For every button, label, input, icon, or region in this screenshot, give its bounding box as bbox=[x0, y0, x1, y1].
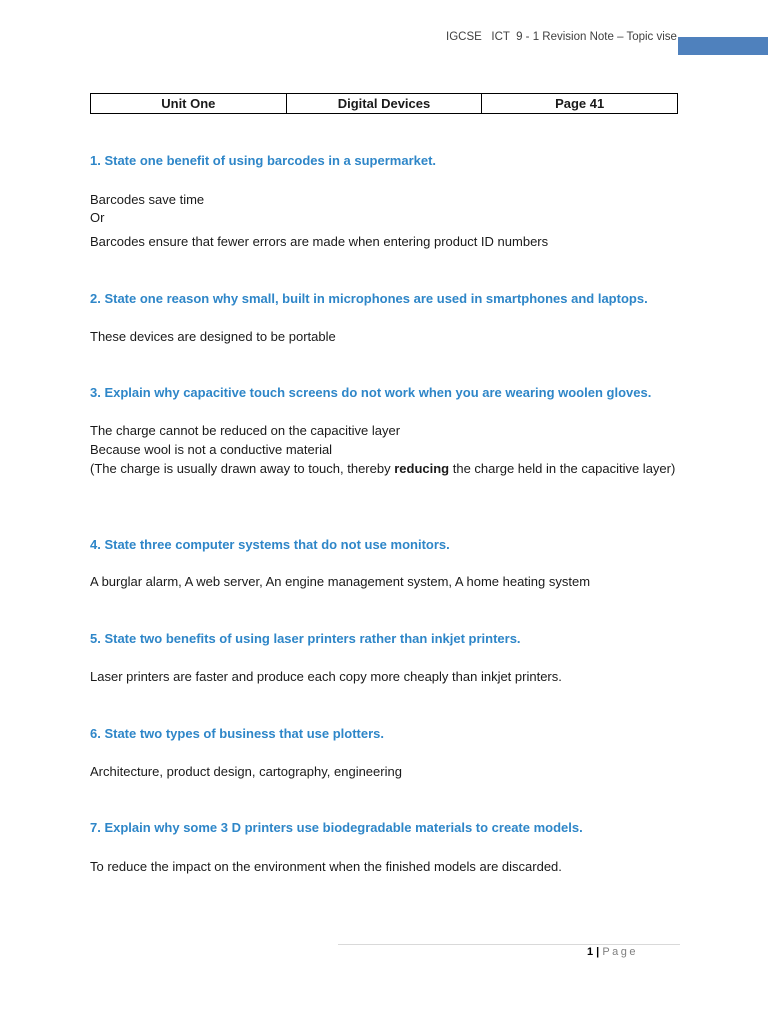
answer-5-line-1: Laser printers are faster and produce each copy more cheaply than inkjet printers. bbox=[90, 669, 562, 684]
answer-6-line-1: Architecture, product design, cartography, engineering bbox=[90, 764, 402, 779]
answer-3-line-3 bbox=[90, 459, 680, 478]
question-2: 2. State one reason why small, built in microphones are used in smartphones and laptops. bbox=[90, 291, 648, 306]
question-4: 4. State three computer systems that do not use monitors. bbox=[90, 537, 450, 552]
answer-1-line-3: Barcodes ensure that fewer errors are made when entering product ID numbers bbox=[90, 234, 549, 249]
answer-3-text-after: the charge held in the capacitive layer) bbox=[449, 461, 676, 476]
header-title: IGCSE ICT 9 - 1 Revision Note – Topic vise bbox=[446, 31, 677, 43]
question-1: 1. State one benefit of using barcodes in a supermarket. bbox=[90, 153, 437, 168]
page-footer bbox=[587, 946, 638, 958]
answer-2-line-1: These devices are designed to be portable bbox=[90, 329, 336, 344]
unit-info-row bbox=[91, 94, 678, 114]
unit-cell: Unit One bbox=[91, 94, 287, 114]
unit-info-table bbox=[90, 93, 678, 114]
answer-3-line-1: The charge cannot be reduced on the capacitive layer bbox=[90, 423, 401, 438]
answer-7-line-1: To reduce the impact on the environment when the finished models are discarded. bbox=[90, 859, 562, 874]
topic-cell: Digital Devices bbox=[286, 94, 482, 114]
footer-separator: | bbox=[593, 946, 603, 958]
question-3: 3. Explain why capacitive touch screens do not work when you are wearing woolen gloves. bbox=[90, 385, 652, 400]
header-accent-bar bbox=[678, 37, 768, 55]
page-ref-cell: Page 41 bbox=[482, 94, 678, 114]
answer-3-text-before: (The charge is usually drawn away to touch, thereby bbox=[90, 461, 395, 476]
question-6: 6. State two types of business that use plotters. bbox=[90, 726, 385, 741]
answer-4-line-1: A burglar alarm, A web server, An engine management system, A home heating system bbox=[90, 574, 591, 589]
answer-3-bold-word: reducing bbox=[394, 461, 450, 476]
answer-1-line-1: Barcodes save time bbox=[90, 192, 205, 207]
question-5: 5. State two benefits of using laser printers rather than inkjet printers. bbox=[90, 631, 521, 646]
page-label: Page bbox=[602, 946, 639, 958]
answer-3-line-2: Because wool is not a conductive material bbox=[90, 442, 333, 457]
page-number: 1 bbox=[587, 946, 594, 958]
footer-divider bbox=[338, 944, 680, 945]
question-7: 7. Explain why some 3 D printers use biodegradable materials to create models. bbox=[90, 820, 583, 835]
answer-1-line-2: Or bbox=[90, 210, 105, 225]
